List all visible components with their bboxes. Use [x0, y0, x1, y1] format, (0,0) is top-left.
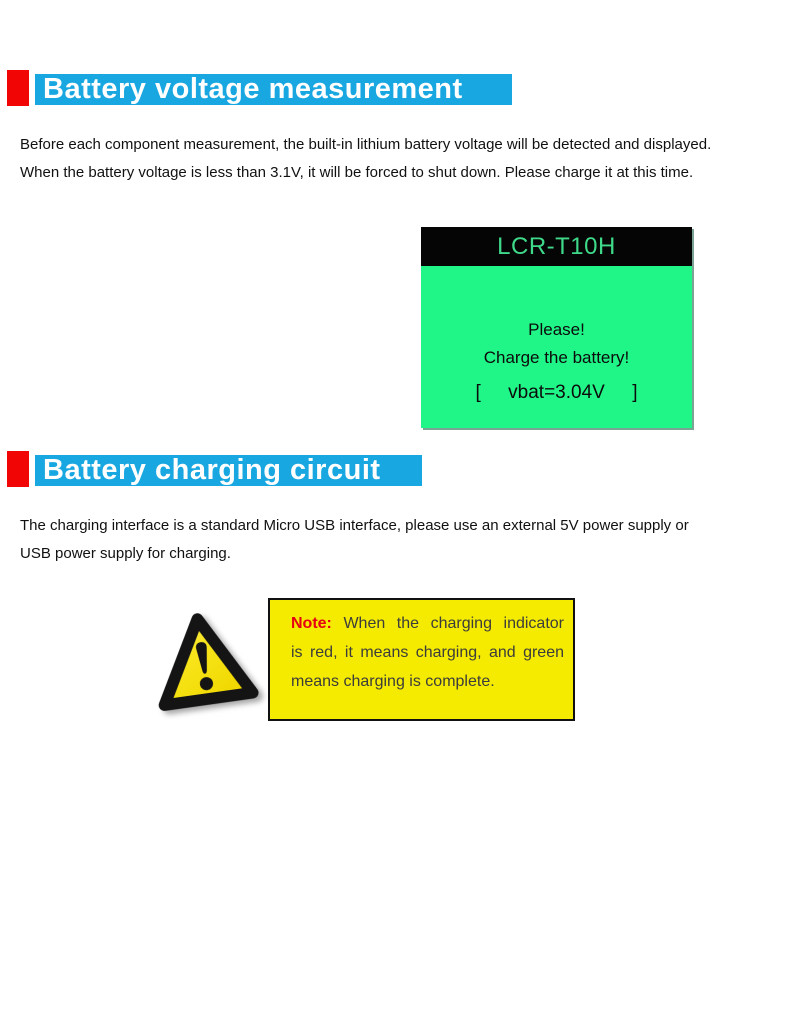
device-screen: [421, 227, 692, 428]
note-line: means charging is complete.: [291, 673, 495, 690]
heading-accent-square: [7, 451, 29, 487]
note-label: Note:: [291, 615, 332, 632]
section-body-paragraph: The charging interface is a standard Micro USB interface, please use an external 5V power supply or USB power supply for charging.: [20, 517, 689, 562]
note-line-text: When the charging indicator: [343, 615, 564, 632]
section-heading: Battery charging circuit: [43, 454, 381, 486]
screen-message-line: Please!: [528, 320, 585, 339]
vbat-reading: [476, 382, 638, 404]
warning-triangle-icon: [143, 599, 263, 719]
note-text: [291, 609, 564, 696]
screen-message-line: Charge the battery!: [483, 348, 630, 367]
section-heading-banner: [35, 455, 422, 486]
heading-accent-square: [7, 70, 29, 106]
device-model-title: LCR-T10H: [497, 232, 616, 260]
section-heading-banner: [35, 74, 512, 105]
note-line: [291, 609, 564, 638]
section-body-paragraph: Before each component measurement, the built-in lithium battery voltage will be detected and displayed. When the battery voltage is less than 3.1V, it will be forced to shut down. Please charge it at this time.: [20, 136, 712, 181]
note-line: is red, it means charging, and green: [291, 644, 564, 661]
vbat-close-bracket: ]: [632, 382, 638, 403]
vbat-value: vbat=3.04V: [508, 382, 605, 403]
device-screen-header: [421, 227, 692, 266]
vbat-open-bracket: [: [475, 382, 481, 403]
section-heading: Battery voltage measurement: [43, 73, 463, 105]
device-screen-body: [421, 266, 692, 428]
note-box: [268, 598, 575, 721]
